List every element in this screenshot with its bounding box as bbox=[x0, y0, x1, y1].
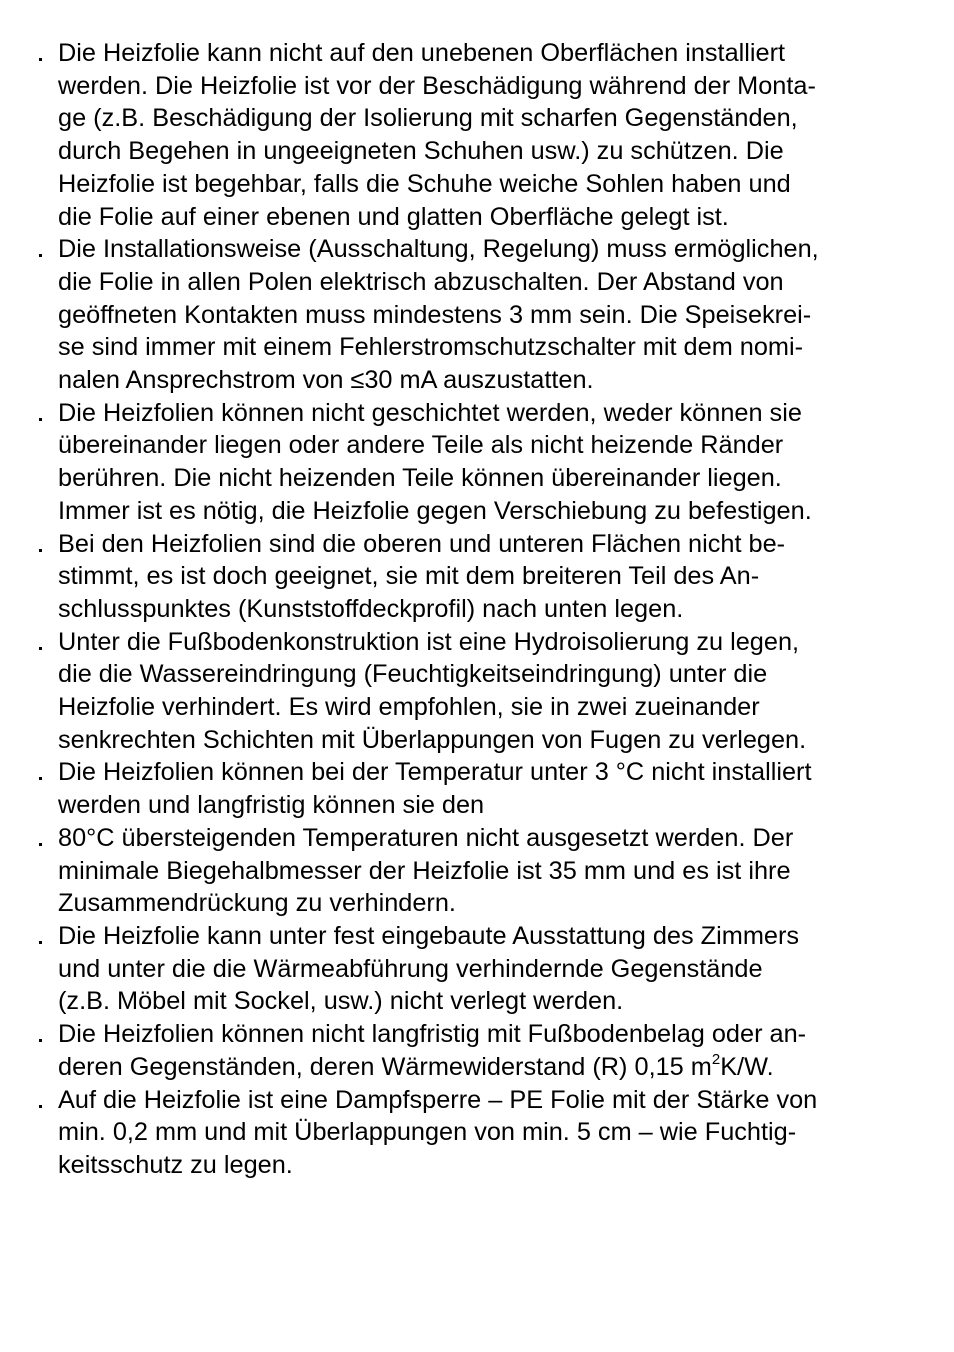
text-line: Heizfolie ist begehbar, falls die Schuhe weiche Sohlen haben und bbox=[58, 169, 791, 198]
text-line: Immer ist es nötig, die Heizfolie gegen Verschiebung zu befestigen. bbox=[58, 496, 812, 525]
text-line: durch Begehen in ungeeigneten Schuhen usw.) zu schützen. Die bbox=[58, 137, 784, 166]
text-line: keitsschutz zu legen. bbox=[58, 1150, 293, 1179]
text-line: senkrechten Schichten mit Überlappungen von Fugen zu verlegen. bbox=[58, 725, 807, 754]
bullet-dot-icon bbox=[39, 254, 42, 257]
text-line: Unter die Fußbodenkonstruktion ist eine Hydroisolierung zu legen, bbox=[58, 627, 800, 656]
list-item bbox=[30, 233, 920, 397]
list-item bbox=[30, 756, 920, 821]
bullet-list bbox=[30, 37, 920, 1182]
text-line: die Folie auf einer ebenen und glatten Oberfläche gelegt ist. bbox=[58, 202, 729, 231]
text-line: Auf die Heizfolie ist eine Dampfsperre – PE Folie mit der Stärke von bbox=[58, 1085, 818, 1114]
list-item bbox=[30, 1084, 920, 1182]
list-item bbox=[30, 920, 920, 1018]
bullet-dot-icon bbox=[39, 58, 42, 61]
list-item bbox=[30, 626, 920, 757]
text-line: Die Heizfolie kann nicht auf den unebenen Oberflächen installiert bbox=[58, 39, 786, 67]
text-line: die Folie in allen Polen elektrisch abzuschalten. Der Abstand von bbox=[58, 267, 784, 296]
text-line: Bei den Heizfolien sind die oberen und unteren Flächen nicht be- bbox=[58, 529, 786, 558]
text-line: (z.B. Möbel mit Sockel, usw.) nicht verlegt werden. bbox=[58, 987, 624, 1016]
text-line: werden und langfristig können sie den bbox=[58, 791, 485, 820]
bullet-dot-icon bbox=[39, 843, 42, 846]
list-item bbox=[30, 822, 920, 920]
text-line: werden. Die Heizfolie ist vor der Beschädigung während der Monta- bbox=[58, 71, 816, 100]
text-line: Zusammendrückung zu verhindern. bbox=[58, 889, 456, 918]
bullet-dot-icon bbox=[39, 549, 42, 552]
bullet-dot-icon bbox=[39, 777, 42, 780]
text-line: Heizfolie verhindert. Es wird empfohlen, sie in zwei zueinander bbox=[58, 693, 760, 722]
text-line: nalen Ansprechstrom von ≤30 mA auszustatten. bbox=[58, 366, 594, 395]
text-line: die die Wassereindringung (Feuchtigkeitseindringung) unter die bbox=[58, 660, 768, 689]
text-line: 80°C übersteigenden Temperaturen nicht ausgesetzt werden. Der bbox=[58, 823, 794, 852]
list-item bbox=[30, 37, 920, 233]
text-line-with-superscript bbox=[58, 1051, 920, 1084]
bullet-dot-icon bbox=[39, 1039, 42, 1042]
text-line: minimale Biegehalbmesser der Heizfolie ist 35 mm und es ist ihre bbox=[58, 856, 791, 885]
text-line: se sind immer mit einem Fehlerstromschutzschalter mit dem nomi- bbox=[58, 333, 804, 362]
text-line: stimmt, es ist doch geeignet, sie mit dem breiteren Teil des An- bbox=[58, 562, 760, 591]
text-line: schlusspunktes (Kunststoffdeckprofil) nach unten legen. bbox=[58, 594, 684, 623]
text-line: ge (z.B. Beschädigung der Isolierung mit scharfen Gegenständen, bbox=[58, 104, 798, 133]
text-line: berühren. Die nicht heizenden Teile können übereinander liegen. bbox=[58, 464, 782, 493]
bullet-dot-icon bbox=[39, 1105, 42, 1108]
list-item bbox=[30, 1018, 920, 1083]
bullet-dot-icon bbox=[39, 647, 42, 650]
text-line: Die Heizfolien können nicht geschichtet werden, weder können sie bbox=[58, 398, 802, 427]
text-line: geöffneten Kontakten muss mindestens 3 mm sein. Die Speisekrei- bbox=[58, 300, 812, 329]
list-item bbox=[30, 397, 920, 528]
text-line: Die Heizfolien können bei der Temperatur unter 3 °C nicht installiert bbox=[58, 758, 812, 787]
text-line: übereinander liegen oder andere Teile als nicht heizende Ränder bbox=[58, 431, 784, 460]
bullet-dot-icon bbox=[39, 941, 42, 944]
text-line: und unter die die Wärmeabführung verhindernde Gegenstände bbox=[58, 954, 763, 983]
text-line: Die Heizfolien können nicht langfristig mit Fußbodenbelag oder an- bbox=[58, 1020, 807, 1049]
text-segment: deren Gegenständen, deren Wärmewiderstand (R) 0,15 m bbox=[58, 1052, 712, 1081]
text-segment: K/W. bbox=[720, 1052, 774, 1081]
text-line: min. 0,2 mm und mit Überlappungen von min. 5 cm – wie Fuchtig- bbox=[58, 1118, 797, 1147]
text-line: Die Heizfolie kann unter fest eingebaute Ausstattung des Zimmers bbox=[58, 921, 800, 950]
bullet-dot-icon bbox=[39, 418, 42, 421]
list-item bbox=[30, 528, 920, 626]
text-line: Die Installationsweise (Ausschaltung, Regelung) muss ermöglichen, bbox=[58, 235, 819, 264]
superscript-exponent: 2 bbox=[711, 1050, 721, 1068]
